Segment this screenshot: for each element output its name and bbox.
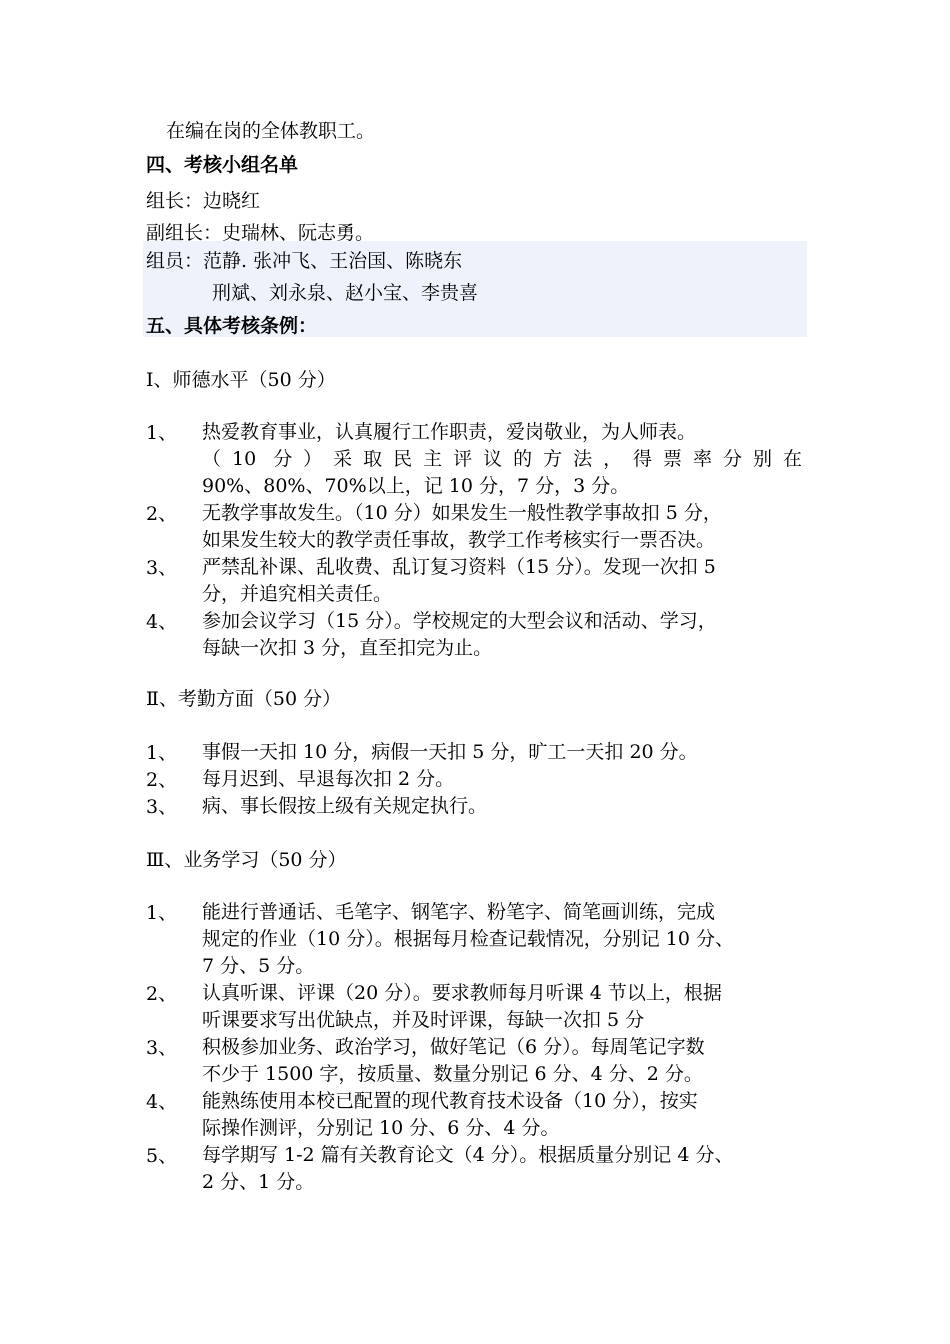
part1-item2	[202, 500, 822, 554]
part1-item4	[202, 608, 822, 662]
part1-item1-line1: 热爱教育事业，认真履行工作职责，爱岗敬业，为人师表。	[202, 421, 697, 443]
part3-item5-line1: 每学期写 1-2 篇有关教育论文（4 分）。根据质量分别记 4 分、	[202, 1144, 734, 1166]
part3-item3-number: 3、	[146, 1037, 178, 1059]
part1-item3-line2: 分，并追究相关责任。	[202, 583, 393, 605]
part1-title: Ⅰ、师德水平（50 分）	[146, 369, 336, 391]
part3-item4-line1: 能熟练使用本校已配置的现代教育技术设备（10 分），按实	[202, 1090, 698, 1112]
part3-item2-line2: 听课要求写出优缺点，并及时评课，每缺一次扣 5 分	[202, 1009, 645, 1031]
group-members-line2: 刑斌、刘永泉、赵小宝、李贵喜	[212, 282, 479, 304]
part3-item2	[202, 980, 822, 1034]
part1-item4-line2: 每缺一次扣 3 分，直至扣完为止。	[202, 637, 493, 659]
part2-item2-line1: 每月迟到、早退每次扣 2 分。	[202, 768, 455, 790]
part3-item1-line1: 能进行普通话、毛笔字、钢笔字、粉笔字、简笔画训练，完成	[202, 901, 716, 923]
group-deputy: 副组长：史瑞林、阮志勇。	[146, 222, 375, 244]
part1-item3-line1: 严禁乱补课、乱收费、乱订复习资料（15 分）。发现一次扣 5	[202, 556, 716, 578]
part2-item1-number: 1、	[146, 742, 178, 764]
part1-item2-line2: 如果发生较大的教学责任事故，教学工作考核实行一票否决。	[202, 529, 716, 551]
part2-item2	[202, 766, 822, 793]
part2-title: Ⅱ、考勤方面（50 分）	[146, 688, 342, 710]
part2-item2-number: 2、	[146, 769, 178, 791]
section5-heading: 五、具体考核条例：	[146, 315, 318, 337]
part3-item3-line1: 积极参加业务、政治学习，做好笔记（6 分）。每周笔记字数	[202, 1036, 705, 1058]
part1-item4-line1: 参加会议学习（15 分）。学校规定的大型会议和活动、学习，	[202, 610, 717, 632]
part1-item2-line1: 无教学事故发生。（10 分）如果发生一般性教学事故扣 5 分，	[202, 502, 722, 524]
group-members-line1: 组员：范静. 张冲飞、王治国、陈晓东	[146, 250, 463, 272]
section4-heading: 四、考核小组名单	[146, 154, 299, 176]
part1-item1	[202, 419, 822, 500]
part1-item2-number: 2、	[146, 503, 178, 525]
part3-item1-number: 1、	[146, 902, 178, 924]
part3-item4-line2: 际操作测评，分别记 10 分、6 分、4 分。	[202, 1117, 560, 1139]
part2-item3-number: 3、	[146, 796, 178, 818]
part2-item3	[202, 793, 822, 820]
part1-item4-number: 4、	[146, 611, 178, 633]
part1-item1-number: 1、	[146, 422, 178, 444]
part3-item5-number: 5、	[146, 1145, 178, 1167]
part1-item3	[202, 554, 822, 608]
part2-item1-line1: 事假一天扣 10 分，病假一天扣 5 分，旷工一天扣 20 分。	[202, 741, 698, 763]
intro-line: 在编在岗的全体教职工。	[166, 120, 376, 142]
part3-item3	[202, 1034, 822, 1088]
part3-item1-line3: 7 分、5 分。	[202, 955, 315, 977]
part3-item5-line2: 2 分、1 分。	[202, 1171, 315, 1193]
part2-item1	[202, 739, 822, 766]
part3-item2-line1: 认真听课、评课（20 分）。要求教师每月听课 4 节以上，根据	[202, 982, 722, 1004]
part1-item3-number: 3、	[146, 557, 178, 579]
part3-title: Ⅲ、业务学习（50 分）	[146, 849, 347, 871]
part1-item1-line3: 90%、80%、70%以上，记 10 分，7 分，3 分。	[202, 475, 630, 497]
part3-item5	[202, 1142, 822, 1196]
part3-item3-line2: 不少于 1500 字，按质量、数量分别记 6 分、4 分、2 分。	[202, 1063, 703, 1085]
part3-item1-line2: 规定的作业（10 分）。根据每月检查记载情况，分别记 10 分、	[202, 928, 734, 950]
part3-item2-number: 2、	[146, 983, 178, 1005]
part3-item4-number: 4、	[146, 1091, 178, 1113]
part1-item1-line2: （10 分）采取民主评议的方法，得票率分别在	[202, 448, 802, 470]
group-leader: 组长：边晓红	[146, 190, 261, 212]
part3-item1	[202, 899, 822, 980]
part3-item4	[202, 1088, 822, 1142]
part2-item3-line1: 病、事长假按上级有关规定执行。	[202, 795, 488, 817]
